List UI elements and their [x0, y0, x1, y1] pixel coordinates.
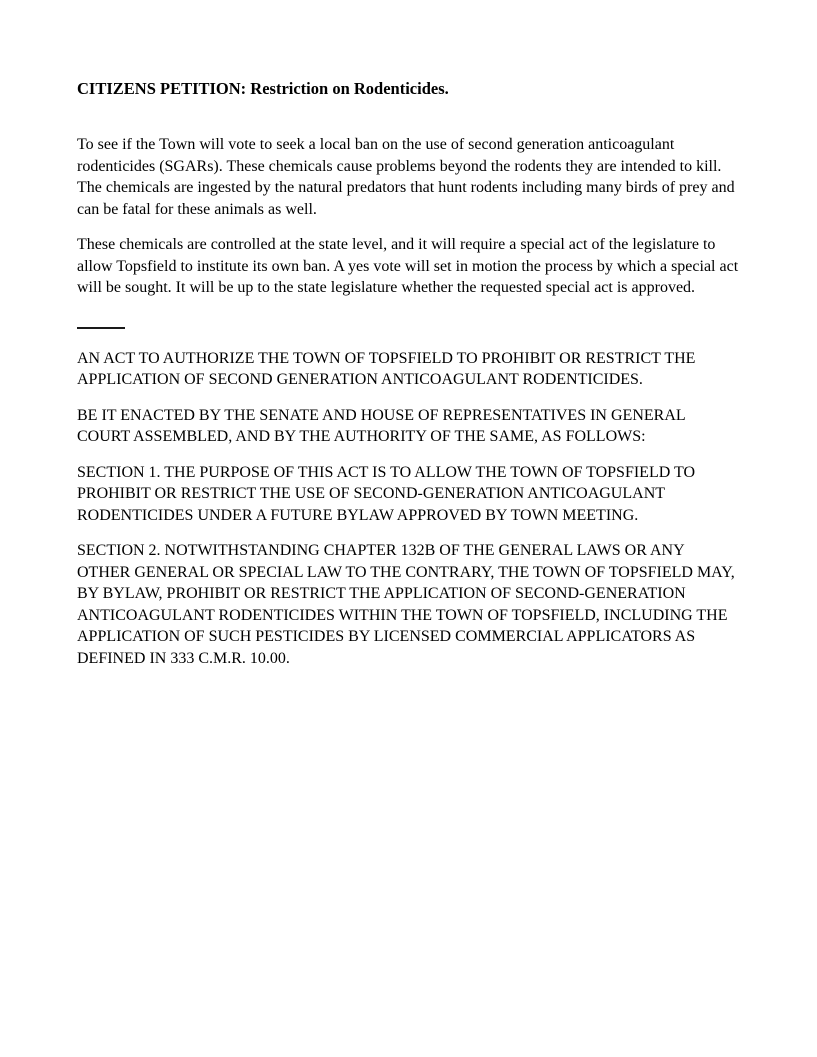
paragraph-enacting-clause: BE IT ENACTED BY THE SENATE AND HOUSE OF REPRESENTATIVES IN GENERAL COURT ASSEMBLED, AND BY THE AUTHORITY OF THE SAME, AS FOLLOWS: [77, 406, 686, 445]
paragraph-warrant-article: To see if the Town will vote to seek a local ban on the use of second generation anticoagulant rodenticides (SGARs). These chemicals cause problems beyond the rodents they are intended to kill. The chemicals are ingested by the natural predators that hunt rodents including many birds of prey and can be fatal for these animals as well. [77, 136, 735, 218]
paragraph-section-2: SECTION 2. NOTWITHSTANDING CHAPTER 132B OF THE GENERAL LAWS OR ANY OTHER GENERAL OR SPECIAL LAW TO THE CONTRARY, THE TOWN OF TOPSFIELD MAY, BY BYLAW, PROHIBIT OR RESTRICT THE APPLICATION OF SECOND-GENERATION ANTICOAGULANT RODENTICIDES WITHIN THE TOWN OF TOPSFIELD, INCLUDING THE APPLICATION OF SUCH PESTICIDES BY LICENSED COMMERCIAL APPLICATORS AS DEFINED IN 333 C.M.R. 10.00. [77, 542, 735, 667]
paragraph-act-title: AN ACT TO AUTHORIZE THE TOWN OF TOPSFIELD TO PROHIBIT OR RESTRICT THE APPLICATION OF SECOND GENERATION ANTICOAGULANT RODENTICIDES. [77, 349, 696, 388]
document-title: CITIZENS PETITION: Restriction on Rodenticides. [77, 79, 449, 98]
paragraph-state-control: These chemicals are controlled at the state level, and it will require a special act of the legislature to allow Topsfield to institute its own ban. A yes vote will set in motion the process by which a special act will be sought. It will be up to the state legislature whether the requested special act is approved. [77, 236, 739, 296]
paragraph-section-1: SECTION 1. THE PURPOSE OF THIS ACT IS TO ALLOW THE TOWN OF TOPSFIELD TO PROHIBIT OR RESTRICT THE USE OF SECOND-GENERATION ANTICOAGULANT RODENTICIDES UNDER A FUTURE BYLAW APPROVED BY TOWN MEETING. [77, 463, 696, 524]
section-divider-line [77, 327, 125, 329]
